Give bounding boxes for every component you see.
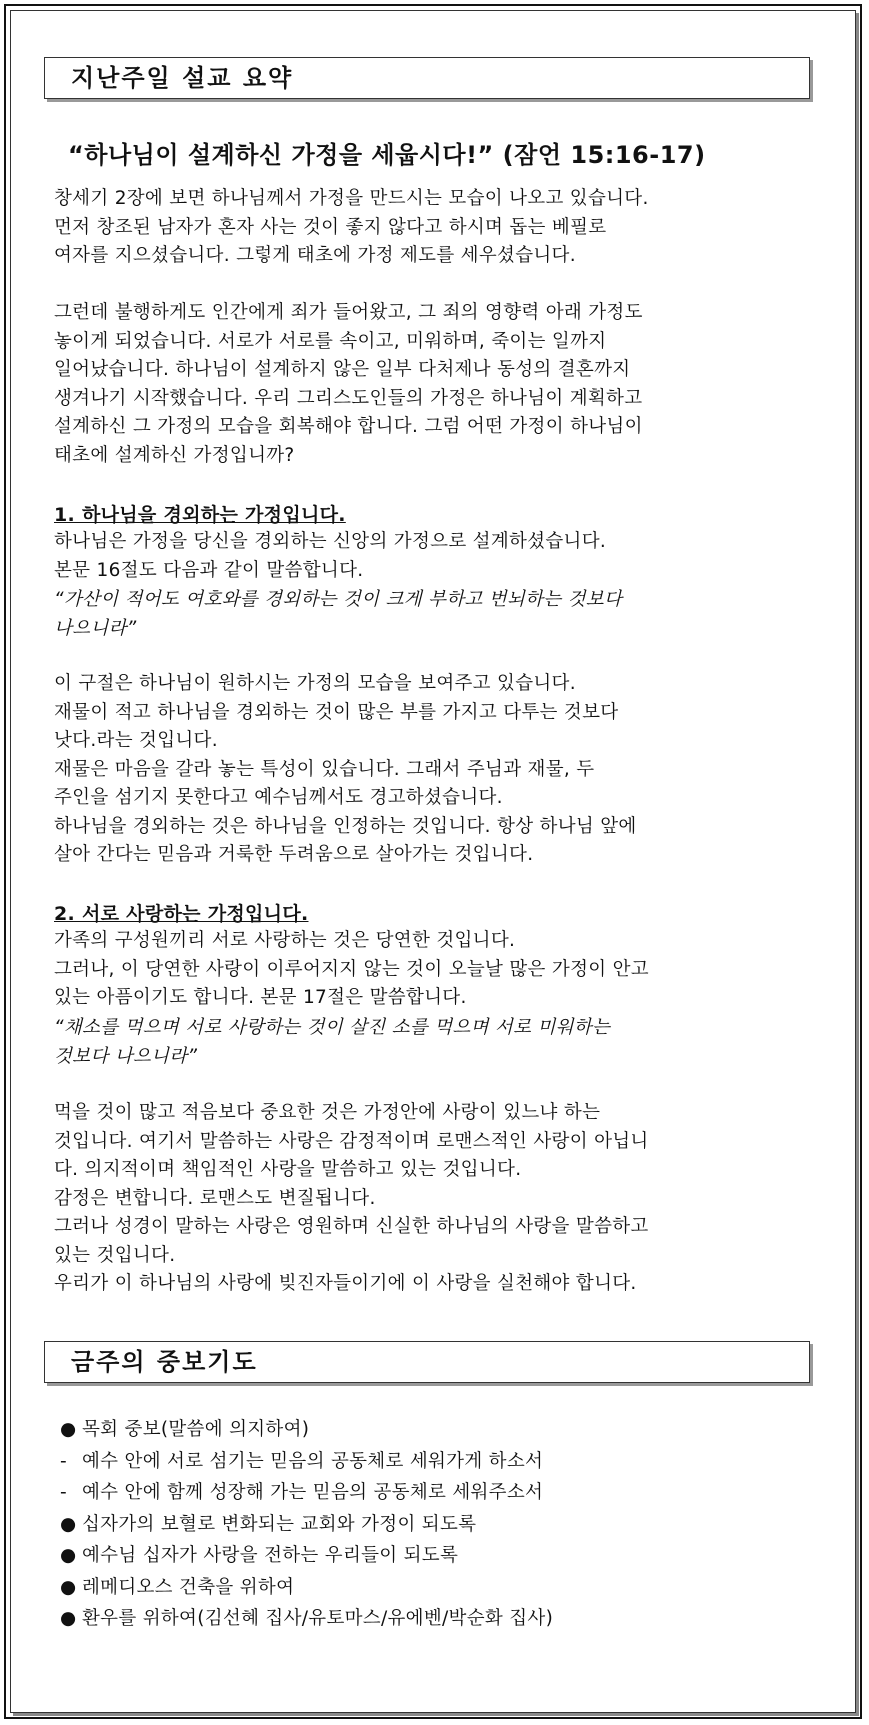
prayer-item [60, 1572, 553, 1604]
prayer-item-text: 목회 중보(말씀에 의지하여) [82, 1419, 310, 1440]
point-2-text: 가족의 구성원끼리 서로 사랑하는 것은 당연한 것입니다. 그러나, 이 당연한 사랑이 이루어지지 않는 것이 오늘날 많은 가정이 안고 있는 아픔이기도 합니다. 본문 17절은 말씀합니다. [54, 930, 649, 1008]
prayer-item [60, 1477, 553, 1509]
point-2-explanation: 먹을 것이 많고 적음보다 중요한 것은 가정안에 사랑이 있느냐 하는 것입니다. 여기서 말씀하는 사랑은 감정적이며 로맨스적인 사랑이 아닙니 다. 의지적이며 책임적인 사랑을 말씀하고 있는 것입니다. 감정은 변합니다. 로맨스도 변질됩니다. 그러나 성경이 말하는 사랑은 영원하며 신실한 하나님의 사랑을 말씀하고 있는 것입니다. 우리가 이 하나님의 사랑에 빚진자들이기에 이 사랑을 실천해야 합니다. [54, 1102, 649, 1294]
bullet-icon: ● [60, 1419, 77, 1440]
point-1-explanation: 이 구절은 하나님이 원하시는 가정의 모습을 보여주고 있습니다. 재물이 적고 하나님을 경외하는 것이 많은 부를 가지고 다투는 것보다 낫다.라는 것입니다. 재물은 마음을 갈라 놓는 특성이 있습니다. 그래서 주님과 재물, 두 주인을 섬기지 못한다고 예수님께서도 경고하셨습니다. 하나님을 경외하는 것은 하나님을 인정하는 것입니다. 항상 하나님 앞에 살아 간다는 믿음과 거룩한 두려움으로 살아가는 것입니다. [54, 673, 637, 865]
point-1-quote: “가산이 적어도 여호와를 경외하는 것이 크게 부하고 번뇌하는 것보다 나으니라” [54, 589, 623, 639]
prayer-header [44, 1341, 810, 1383]
fall-paragraph: 그런데 불행하게도 인간에게 죄가 들어왔고, 그 죄의 영향력 아래 가정도 놓이게 되었습니다. 서로가 서로를 속이고, 미워하며, 죽이는 일까지 일어났습니다. 하나님이 설계하지 않은 일부 다처제나 동성의 결혼까지 생겨나기 시작했습니다. 우리 그리스도인들의 가정은 하나님이 계획하고 설계하신 그 가정의 모습을 회복해야 합니다. 그럼 어떤 가정이 하나님이 태초에 설계하신 가정입니까? [54, 302, 643, 466]
sermon-summary-title: 지난주일 설교 요약 [71, 64, 294, 92]
bullet-icon: ● [60, 1545, 77, 1566]
prayer-item [60, 1540, 553, 1572]
prayer-item-text: 환우를 위하여(김선혜 집사/유토마스/유에벤/박순화 집사) [82, 1608, 554, 1629]
bullet-icon: ● [60, 1513, 77, 1535]
sermon-summary-header [44, 57, 810, 99]
prayer-item [60, 1446, 553, 1478]
dash-icon: - [60, 1482, 67, 1503]
point-2-heading: 2. 서로 사랑하는 가정입니다. [54, 903, 309, 925]
point-1-heading: 1. 하나님을 경외하는 가정입니다. [54, 504, 346, 526]
point-2-quote: “채소를 먹으며 서로 사랑하는 것이 살진 소를 먹으며 서로 미워하는 것보다 나으니라” [54, 1017, 611, 1067]
prayer-item [60, 1603, 553, 1635]
bullet-icon: ● [60, 1608, 77, 1629]
dash-icon: - [60, 1450, 67, 1472]
prayer-item-text: 레메디오스 건축을 위하여 [82, 1576, 295, 1598]
bullet-icon: ● [60, 1576, 77, 1598]
point-1-text: 하나님은 가정을 당신을 경외하는 신앙의 가정으로 설계하셨습니다. 본문 16절도 다음과 같이 말씀합니다. [54, 531, 607, 581]
prayer-item-text: 예수 안에 서로 섬기는 믿음의 공동체로 세워가게 하소서 [82, 1450, 544, 1472]
prayer-list [60, 1414, 553, 1635]
intro-paragraph: 창세기 2장에 보면 하나님께서 가정을 만드시는 모습이 나오고 있습니다. 먼저 창조된 남자가 혼자 사는 것이 좋지 않다고 하시며 돕는 베필로 여자를 지으셨습니다. 그렇게 태초에 가정 제도를 세우셨습니다. [54, 188, 649, 266]
prayer-item-text: 십자가의 보혈로 변화되는 교회와 가정이 되도록 [82, 1513, 477, 1535]
prayer-item [60, 1509, 553, 1541]
prayer-title: 금주의 중보기도 [71, 1348, 258, 1376]
prayer-item-text: 예수님 십자가 사랑을 전하는 우리들이 되도록 [82, 1545, 459, 1566]
prayer-item [60, 1414, 553, 1446]
prayer-item-text: 예수 안에 함께 성장해 가는 믿음의 공동체로 세워주소서 [82, 1482, 544, 1503]
sermon-title: “하나님이 설계하신 가정을 세웁시다!” (잠언 15:16-17) [68, 141, 706, 169]
